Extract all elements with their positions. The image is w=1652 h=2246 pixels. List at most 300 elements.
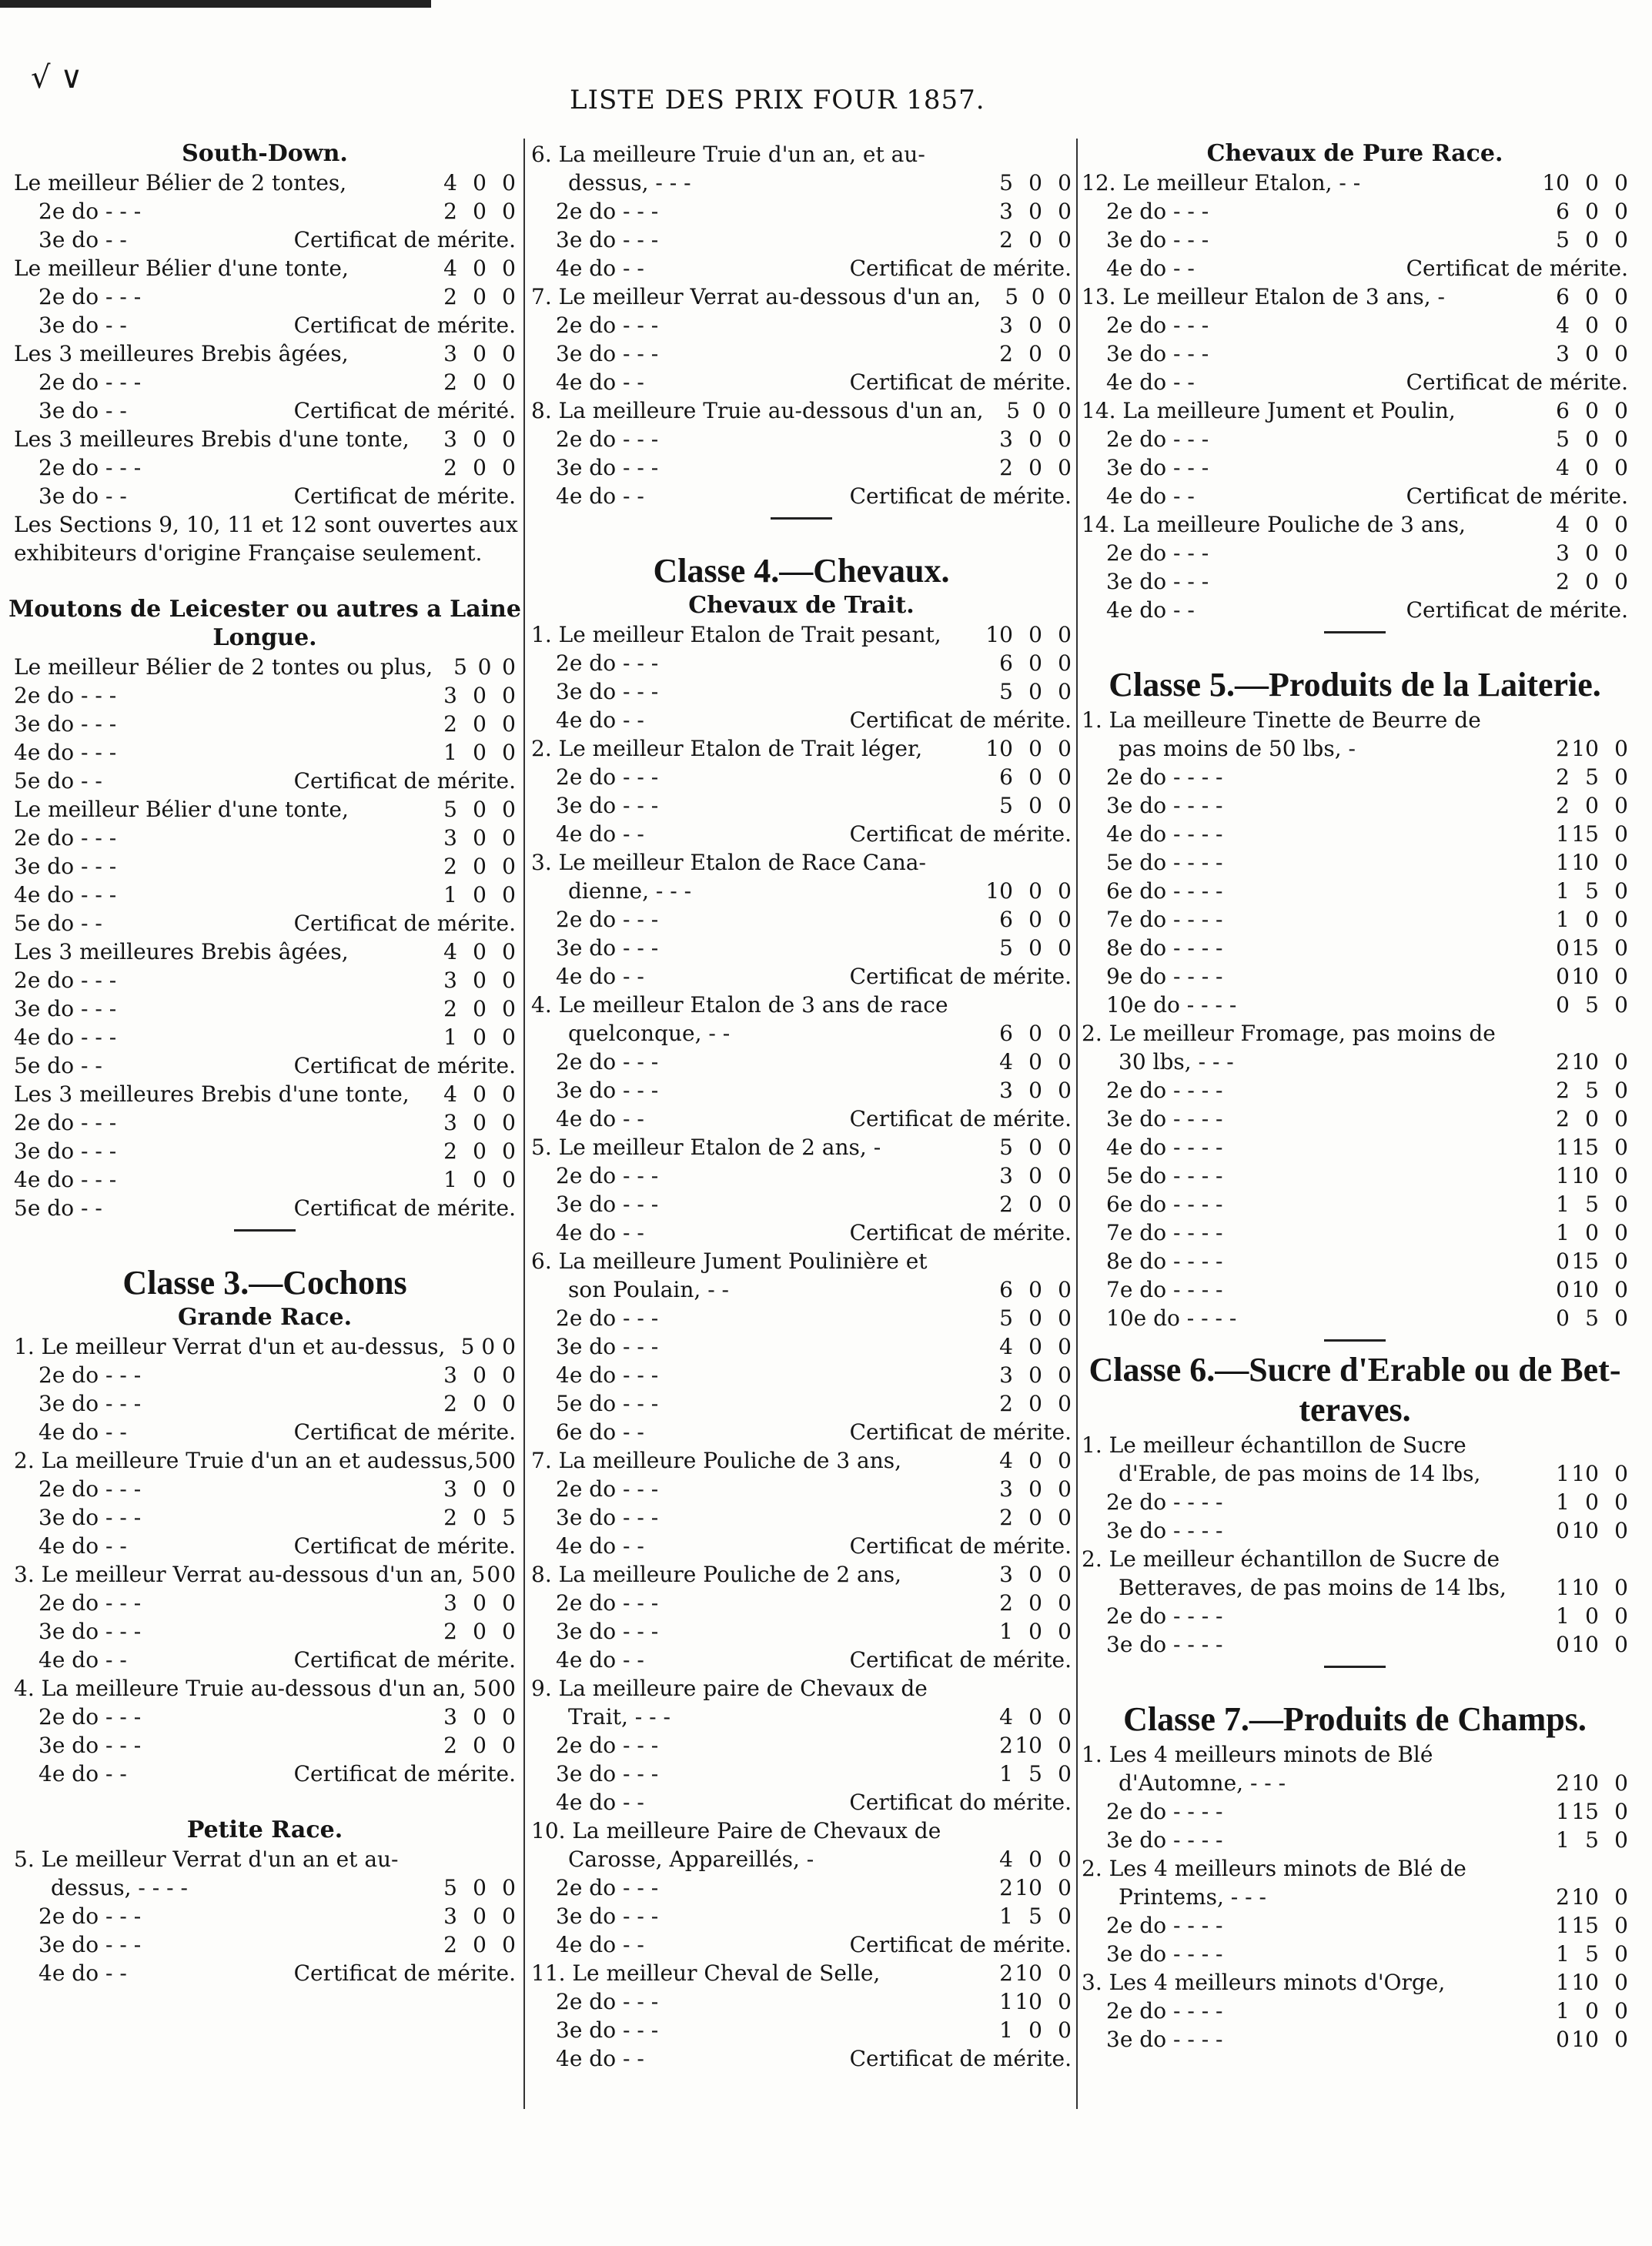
prize-label: Les 3 meilleures Brebis d'une tonte,: [14, 426, 410, 452]
amount-shillings: 0: [473, 711, 487, 737]
amount-shillings: 0: [473, 170, 487, 196]
prize-row: [1082, 1274, 1628, 1302]
prize-label: 3e do - - -: [556, 793, 659, 818]
certificate-text: Certificat de mérite.: [293, 911, 516, 936]
prize-row: [1082, 1046, 1628, 1075]
prize-description: 10. La meilleure Paire de Chevaux de: [531, 1818, 941, 1843]
prize-row: [1082, 480, 1628, 509]
amount-shillings: 0: [1028, 1362, 1042, 1388]
prize-row: [14, 993, 516, 1021]
amount-shillings: 0: [1028, 679, 1042, 704]
prize-label: 2e do - - -: [38, 1704, 142, 1730]
certificate-text: Certificat de mérite.: [293, 1960, 516, 1986]
prize-label: 2e do - - -: [38, 1362, 142, 1388]
amount-pence: 0: [502, 1081, 516, 1107]
amount-pounds: 1: [1556, 1192, 1570, 1217]
amount-pence: 0: [502, 341, 516, 366]
prize-label: 4. La meilleure Truie au-dessous d'un an,: [14, 1676, 467, 1701]
amount-pounds: 1: [1556, 1489, 1570, 1515]
prize-row: [531, 1302, 1072, 1331]
prize-row: [1082, 875, 1628, 904]
prize-row: [531, 366, 1072, 395]
prize-label: 10e do - - - -: [1106, 1305, 1237, 1331]
prize-row: [14, 480, 516, 509]
prize-row: [531, 1758, 1072, 1786]
amount-pence: 0: [1614, 1998, 1628, 2024]
amount-shillings: 0: [1028, 313, 1042, 338]
amount-shillings: 0: [1585, 512, 1599, 537]
prize-row: [531, 224, 1072, 252]
prize-label: 3e do - - - -: [1106, 1941, 1223, 1967]
amount-pounds: 2: [443, 1138, 457, 1164]
amount-shillings: 0: [473, 1110, 487, 1135]
amount-shillings: 0: [473, 1903, 487, 1929]
prize-row: [14, 964, 516, 993]
amount-pounds: 4: [999, 1334, 1013, 1359]
amount-shillings: 0: [473, 854, 487, 879]
prize-row: [1082, 1629, 1628, 1657]
prize-row: [531, 252, 1072, 281]
prize-label: 2e do - - -: [38, 284, 142, 309]
amount-pounds: 3: [1556, 341, 1570, 366]
prize-row: [531, 1530, 1072, 1559]
prize-description: 3. Le meilleur Etalon de Race Cana-: [531, 850, 926, 875]
amount-pounds: 3: [999, 199, 1013, 224]
amount-shillings: 0: [487, 1562, 501, 1587]
amount-pence: 0: [502, 968, 516, 993]
amount-pounds: 1: [1556, 907, 1570, 932]
certificate-text: Certificat de mérite.: [293, 1419, 516, 1445]
amount-shillings: 0: [473, 1875, 487, 1900]
amount-shillings: 0: [1585, 199, 1599, 224]
amount-shillings: 5: [1585, 1305, 1599, 1331]
amount-shillings: 0: [473, 1391, 487, 1416]
amount-pounds: 2: [999, 1505, 1013, 1530]
prize-label: 2e do - - -: [556, 1305, 659, 1331]
prize-label: 3e do - - -: [556, 1334, 659, 1359]
prize-row: [14, 1164, 516, 1192]
amount-pounds: 1: [443, 1167, 457, 1192]
amount-pence: 0: [1058, 1334, 1072, 1359]
prize-row: [531, 309, 1072, 338]
amount-pence: 0: [1614, 1884, 1628, 1910]
prize-row: [1082, 509, 1628, 537]
amount-pounds: 3: [1556, 540, 1570, 566]
prize-label: 4e do - -: [38, 1533, 127, 1559]
prize-label: 3e do - - -: [1106, 227, 1209, 252]
prize-description: Les Sections 9, 10, 11 et 12 sont ouvertes aux: [14, 512, 518, 537]
prize-label: Les 3 meilleures Brebis âgées,: [14, 341, 349, 366]
prize-label: 4e do - -: [556, 964, 644, 989]
certificate-text: Certificat de mérite.: [849, 1647, 1072, 1673]
amount-pence: 0: [1614, 850, 1628, 875]
amount-shillings: 0: [1028, 199, 1042, 224]
amount-shillings: 0: [1585, 284, 1599, 309]
prize-label: 3e do - - -: [556, 1505, 659, 1530]
prize-label: 3e do - - - -: [1106, 1518, 1223, 1543]
prize-label: 2e do - - -: [14, 683, 117, 708]
amount-shillings: 0: [1585, 455, 1599, 480]
class-heading: teraves.: [1299, 1391, 1411, 1429]
amount-pence: 0: [1614, 227, 1628, 252]
amount-pounds: 0: [1556, 992, 1570, 1018]
prize-row: [14, 1331, 516, 1359]
prize-label: 5e do - -: [14, 768, 102, 794]
prize-row: [14, 1530, 516, 1559]
prize-label: dessus, - - -: [568, 170, 691, 196]
certificate-text: Certificat de mérite.: [849, 483, 1072, 509]
top-ink-bar: [0, 0, 431, 8]
prize-label: 2e do - - -: [14, 1110, 117, 1135]
amount-shillings: 0: [1585, 793, 1599, 818]
prize-label: 3e do - - -: [14, 711, 117, 737]
prize-label: 2e do - - -: [38, 455, 142, 480]
amount-pounds: 4: [1556, 313, 1570, 338]
prize-description: 4. Le meilleur Etalon de 3 ans de race: [531, 992, 948, 1018]
amount-pounds: 1: [1556, 1135, 1570, 1160]
amount-pounds: 0: [1556, 1305, 1570, 1331]
amount-shillings: 5: [1585, 1192, 1599, 1217]
amount-pence: 0: [1614, 569, 1628, 594]
amount-pence: 0: [1058, 1733, 1072, 1758]
amount-pence: 0: [1614, 1770, 1628, 1796]
prize-label: 3e do - - - -: [1106, 793, 1223, 818]
amount-pence: 0: [502, 284, 516, 309]
prize-row: [531, 1957, 1072, 1986]
amount-pence: 0: [1058, 426, 1072, 452]
amount-pence: 0: [1614, 764, 1628, 790]
prize-row: [1082, 904, 1628, 932]
prize-row: [14, 1192, 516, 1221]
amount-pence: 0: [1058, 1362, 1072, 1388]
prize-label: 3e do - - -: [556, 341, 659, 366]
amount-pence: 0: [1614, 1632, 1628, 1657]
amount-pence: 0: [1058, 935, 1072, 961]
amount-pounds: 4: [443, 170, 457, 196]
section-heading: Longue.: [212, 624, 317, 651]
amount-pence: 0: [1058, 1192, 1072, 1217]
class-heading: Classe 7.—Produits de Champs.: [1123, 1700, 1587, 1738]
prize-row: [531, 1786, 1072, 1815]
prize-row: [14, 167, 516, 196]
amount-pence: 0: [1058, 1847, 1072, 1872]
amount-pence: 0: [1058, 1704, 1072, 1730]
amount-pounds: 10: [1542, 170, 1570, 196]
prize-row: [14, 224, 516, 252]
amount-pounds: 6: [999, 650, 1013, 676]
prize-label: 2e do - - -: [556, 764, 659, 790]
prize-label: 8. La meilleure Pouliche de 2 ans,: [531, 1562, 902, 1587]
amount-pence: 0: [1058, 199, 1072, 224]
prize-row: [531, 961, 1072, 989]
prize-row: [14, 708, 516, 737]
amount-shillings: 0: [1028, 935, 1042, 961]
amount-shillings: 5: [1585, 1941, 1599, 1967]
amount-pence: 0: [502, 1110, 516, 1135]
prize-label: 4e do - - -: [14, 740, 117, 765]
prize-label: 4e do - -: [556, 1647, 644, 1673]
prize-row: [14, 395, 516, 423]
class-heading: Classe 5.—Produits de la Laiterie.: [1109, 666, 1601, 704]
amount-pounds: 5: [999, 935, 1013, 961]
prize-label: Le meilleur Bélier d'une tonte,: [14, 256, 349, 281]
prize-row: [14, 651, 516, 680]
prize-label: 3e do - - -: [556, 1903, 659, 1929]
amount-shillings: 10: [1571, 1518, 1599, 1543]
prize-row: [1082, 566, 1628, 594]
prize-label: 2e do - - - -: [1106, 1913, 1223, 1938]
amount-pence: 0: [1058, 650, 1072, 676]
prize-row: [14, 1587, 516, 1616]
amount-pounds: 1: [1556, 1603, 1570, 1629]
amount-shillings: 10: [1571, 1277, 1599, 1302]
prize-row: [1082, 1103, 1628, 1131]
prize-row: [531, 1103, 1072, 1131]
amount-pence: 0: [1614, 1603, 1628, 1629]
prize-label: 4e do - - -: [14, 1167, 117, 1192]
prize-row: [531, 1730, 1072, 1758]
rule-line: [234, 1229, 296, 1232]
prize-row: [1082, 395, 1628, 423]
amount-shillings: 0: [488, 1448, 503, 1473]
prize-label: 3e do - - - -: [1106, 1632, 1223, 1657]
prize-label: 2. Le meilleur Etalon de Trait léger,: [531, 736, 923, 761]
prize-label: 2e do - - -: [1106, 426, 1209, 452]
amount-pounds: 5: [443, 1875, 457, 1900]
amount-pence: 0: [1058, 1590, 1072, 1616]
amount-pounds: 1: [1556, 1913, 1570, 1938]
prize-row: [1082, 932, 1628, 961]
section-heading: Moutons de Leicester ou autres a Laine: [8, 596, 521, 623]
amount-pounds: 2: [443, 1391, 457, 1416]
prize-label: 4e do - -: [556, 369, 644, 395]
section-heading: Chevaux de Trait.: [688, 592, 915, 619]
prize-row: [531, 1701, 1072, 1730]
prize-row: [531, 1359, 1072, 1388]
amount-pounds: 3: [999, 1476, 1013, 1502]
prize-label: 3e do - - -: [556, 1761, 659, 1786]
prize-label: 2e do - - - -: [1106, 1998, 1223, 2024]
certificate-text: Certificat de mérite.: [1406, 597, 1628, 623]
prize-label: Trait, - - -: [568, 1704, 670, 1730]
prize-label: 8e do - - - -: [1106, 935, 1223, 961]
prize-row: [1082, 1824, 1628, 1853]
amount-pence: 0: [1614, 992, 1628, 1018]
prize-row: [14, 1502, 516, 1530]
amount-pounds: 3: [999, 1562, 1013, 1587]
prize-row: [1082, 733, 1628, 761]
amount-pounds: 2: [999, 1733, 1013, 1758]
prize-row: [531, 1274, 1072, 1302]
prize-label: 3e do - -: [38, 313, 127, 338]
prize-label: Printems, - - -: [1119, 1884, 1266, 1910]
prize-row: [1082, 1075, 1628, 1103]
amount-pounds: 2: [999, 1875, 1013, 1900]
prize-label: 4e do - - -: [556, 1362, 659, 1388]
amount-pounds: 5: [474, 1448, 489, 1473]
class-heading: Classe 3.—Cochons: [122, 1264, 407, 1302]
prize-label: 3. Le meilleur Verrat au-dessous d'un an,: [14, 1562, 464, 1587]
amount-pence: 0: [1614, 199, 1628, 224]
certificate-text: Certificat de mérite.: [293, 1053, 516, 1078]
prize-label: Le meilleur Bélier de 2 tontes ou plus,: [14, 654, 433, 680]
spacer: [14, 1786, 516, 1815]
prize-label: 7e do - - - -: [1106, 907, 1223, 932]
amount-shillings: 0: [1028, 1619, 1042, 1644]
amount-pence: 0: [1058, 341, 1072, 366]
prize-label: 2e do - - - -: [1106, 1078, 1223, 1103]
prize-label: 3e do - -: [38, 483, 127, 509]
amount-shillings: 10: [1015, 1989, 1042, 2014]
prize-label: 7. La meilleure Pouliche de 3 ans,: [531, 1448, 902, 1473]
prize-label: 4e do - -: [38, 1960, 127, 1986]
amount-pounds: 5: [1006, 398, 1021, 423]
prize-label: 3e do - -: [38, 227, 127, 252]
certificate-text: Certificat de mérite.: [849, 1932, 1072, 1957]
prize-label: 8e do - - - -: [1106, 1248, 1223, 1274]
amount-pence: 0: [502, 1903, 516, 1929]
amount-shillings: 0: [1028, 2017, 1042, 2043]
prize-label: 2e do - - -: [556, 1989, 659, 2014]
prize-label: 2e do - - -: [556, 1590, 659, 1616]
amount-pence: 0: [1058, 455, 1072, 480]
prize-row: [1082, 594, 1628, 623]
amount-pence: 0: [1614, 1078, 1628, 1103]
amount-pounds: 2: [443, 284, 457, 309]
amount-pounds: 2: [999, 1391, 1013, 1416]
prize-row: [531, 423, 1072, 452]
amount-shillings: 0: [1028, 1192, 1042, 1217]
prize-description: 2. Le meilleur échantillon de Sucre de: [1082, 1546, 1500, 1572]
prize-row: [531, 1416, 1072, 1445]
prize-label: 4e do - -: [556, 1106, 644, 1131]
prize-label: d'Erable, de pas moins de 14 lbs,: [1119, 1461, 1481, 1486]
amount-pence: 0: [502, 1362, 516, 1388]
amount-pence: 0: [1058, 907, 1072, 932]
amount-pence: 0: [502, 825, 516, 851]
prize-label: 2e do - - -: [38, 199, 142, 224]
prize-row: [14, 1445, 516, 1473]
amount-pence: 0: [1058, 1277, 1072, 1302]
amount-pence: 0: [1614, 1220, 1628, 1245]
prize-row: [14, 1730, 516, 1758]
amount-shillings: 0: [1585, 313, 1599, 338]
amount-pounds: 6: [999, 764, 1013, 790]
certificate-text: Certificat de mérite.: [293, 227, 516, 252]
amount-pence: 0: [502, 1562, 517, 1587]
amount-pounds: 3: [443, 1476, 457, 1502]
amount-pounds: 1: [999, 1761, 1013, 1786]
amount-pounds: 2: [999, 455, 1013, 480]
prize-label: 4e do - -: [1106, 597, 1195, 623]
spacer: [14, 566, 516, 594]
amount-shillings: 10: [1571, 1632, 1599, 1657]
prize-row: [531, 704, 1072, 733]
amount-pounds: 2: [1556, 793, 1570, 818]
amount-pence: 0: [502, 1704, 516, 1730]
prize-row: [531, 1502, 1072, 1530]
amount-pence: 0: [502, 256, 516, 281]
rule-line: [1324, 1666, 1386, 1668]
prize-row: [531, 1644, 1072, 1673]
amount-pence: 0: [1614, 1461, 1628, 1486]
amount-pounds: 10: [985, 878, 1013, 904]
amount-pence: 0: [1614, 1913, 1628, 1938]
prize-label: 3e do - - - -: [1106, 1106, 1223, 1131]
prize-label: 2e do - - -: [1106, 199, 1209, 224]
certificate-text: Certificat de mérite.: [1406, 256, 1628, 281]
prize-label: 8. La meilleure Truie au-dessous d'un an,: [531, 398, 984, 423]
amount-pence: 0: [1614, 284, 1628, 309]
amount-pounds: 2: [443, 1505, 457, 1530]
amount-pounds: 2: [443, 1932, 457, 1957]
amount-shillings: 10: [1015, 1875, 1042, 1900]
amount-shillings: 0: [1028, 341, 1042, 366]
prize-label: 3e do - - - -: [1106, 1827, 1223, 1853]
amount-shillings: 0: [1585, 170, 1599, 196]
amount-shillings: 0: [1028, 622, 1042, 647]
prize-row: [14, 879, 516, 907]
amount-pence: 0: [1614, 1163, 1628, 1188]
certificate-text: Certificat de mérité.: [293, 398, 516, 423]
prize-label: 4e do - -: [1106, 483, 1195, 509]
prize-row: [1082, 366, 1628, 395]
amount-shillings: 0: [1585, 569, 1599, 594]
prize-label: 2e do - - -: [556, 1875, 659, 1900]
prize-row: [14, 936, 516, 964]
amount-shillings: 0: [473, 882, 487, 907]
amount-pence: 0: [1058, 1875, 1072, 1900]
prize-row: [1082, 1572, 1628, 1600]
amount-pounds: 2: [1556, 1078, 1570, 1103]
prize-row: [14, 737, 516, 765]
amount-pence: 0: [502, 1476, 516, 1502]
amount-pounds: 1: [1556, 1970, 1570, 1995]
class-heading: Classe 6.—Sucre d'Erable ou de Bet-: [1089, 1351, 1621, 1389]
amount-shillings: 0: [1028, 1391, 1042, 1416]
prize-label: 4e do - - -: [14, 1024, 117, 1050]
prize-row: [531, 875, 1072, 904]
amount-shillings: 0: [1585, 426, 1599, 452]
certificate-text: Certificat de mérite.: [1406, 369, 1628, 395]
prize-label: 4e do - -: [38, 1419, 127, 1445]
prize-label: 3e do - - -: [556, 227, 659, 252]
prize-row: [1082, 252, 1628, 281]
amount-pounds: 6: [1556, 398, 1570, 423]
prize-row: [1082, 423, 1628, 452]
prize-label: 7e do - - - -: [1106, 1277, 1223, 1302]
prize-row: [531, 338, 1072, 366]
amount-shillings: 0: [473, 740, 487, 765]
amount-pence: 0: [1058, 878, 1072, 904]
prize-label: 3e do - - -: [14, 1138, 117, 1164]
prize-label: 2e do - - -: [556, 426, 659, 452]
amount-shillings: 0: [1028, 170, 1042, 196]
amount-shillings: 0: [1028, 1704, 1042, 1730]
amount-pounds: 5: [473, 1676, 487, 1701]
amount-pence: 0: [1614, 1518, 1628, 1543]
amount-pounds: 5: [999, 1305, 1013, 1331]
prize-row: [531, 1929, 1072, 1957]
amount-shillings: 0: [473, 1024, 487, 1050]
prize-label: 2e do - - -: [556, 1476, 659, 1502]
amount-pence: 0: [502, 797, 516, 822]
prize-row: [1082, 1938, 1628, 1967]
prize-label: 12. Le meilleur Etalon, - -: [1082, 170, 1361, 196]
amount-shillings: 0: [473, 199, 487, 224]
amount-pounds: 2: [1556, 764, 1570, 790]
prize-row: [1082, 309, 1628, 338]
